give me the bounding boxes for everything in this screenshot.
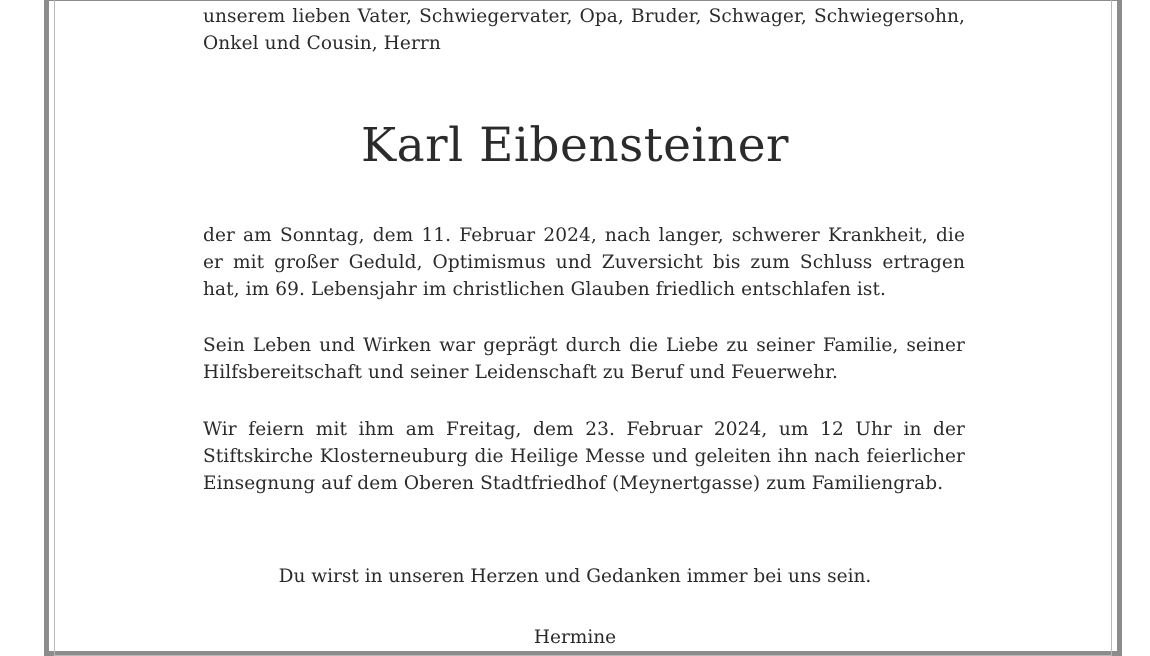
intro-paragraph: unserem lieben Vater, Schwiegervater, Opa, Bruder, Schwager, Schwiegersohn, Onkel und Cousin, Herrn [203, 6, 965, 54]
service-paragraph: Wir feiern mit ihm am Freitag, dem 23. Februar 2024, um 12 Uhr in der Stiftskirche Klosterneuburg die Heilige Messe und geleiten ihn nach feierlicher Einsegnung auf dem Oberen Stadtfriedhof (Meynertgasse) zum Familiengrab. [203, 419, 965, 494]
life-paragraph: Sein Leben und Wirken war geprägt durch die Liebe zu seiner Familie, seiner Hilfsbereitschaft und seiner Leidenschaft zu Beruf und Feuerwehr. [203, 335, 965, 383]
mourning-frame-inner [54, 0, 1112, 656]
passing-paragraph: der am Sonntag, dem 11. Februar 2024, nach langer, schwerer Krankheit, die er mit großer Geduld, Optimismus und Zuversicht bis zum Schluss ertragen hat, im 69. Lebensjahr im christlichen Glauben friedlich entschlafen ist. [203, 225, 965, 300]
closing-line: Du wirst in unseren Herzen und Gedanken immer bei uns sein. [278, 566, 872, 587]
deceased-name: Karl Eibensteiner [361, 118, 789, 173]
signature-name: Hermine [533, 627, 617, 648]
